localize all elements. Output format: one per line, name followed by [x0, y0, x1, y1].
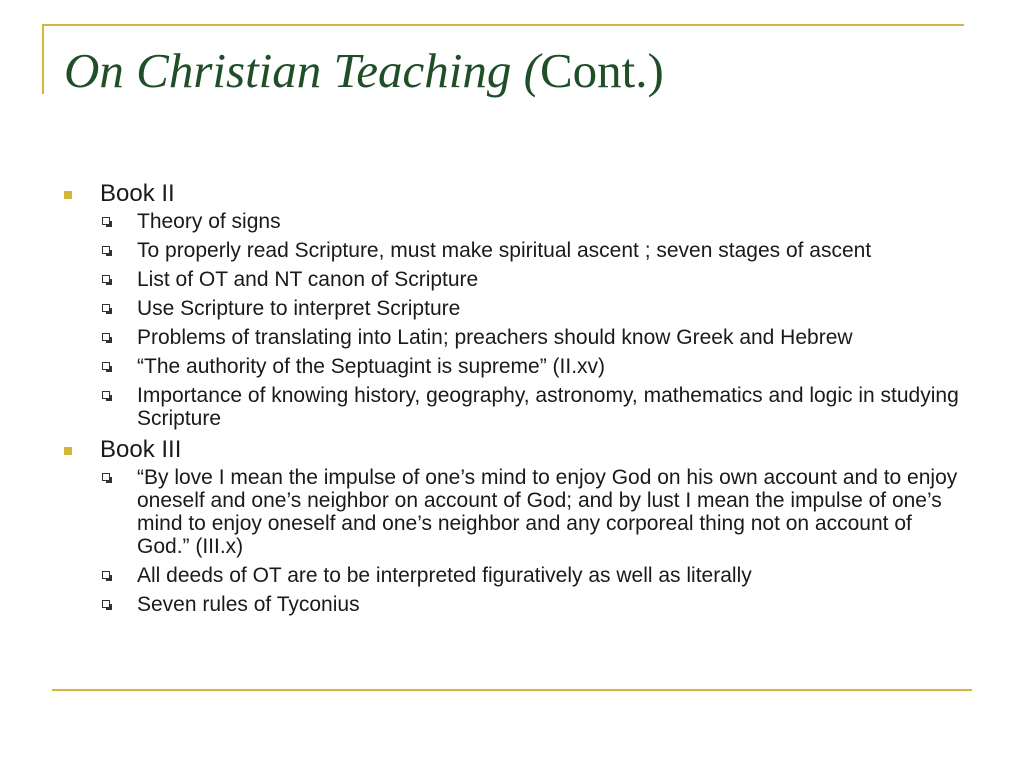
list-item-text: Use Scripture to interpret Scripture	[137, 297, 461, 320]
section-heading-text: Book II	[100, 180, 175, 207]
list-item	[58, 355, 967, 378]
list-item-text: To properly read Scripture, must make spiritual ascent ; seven stages of ascent	[137, 239, 872, 262]
square-bullet-icon	[64, 447, 72, 455]
title-italic-part: On Christian Teaching (	[64, 43, 540, 98]
bottom-rule	[52, 689, 972, 691]
hollow-square-bullet-icon	[102, 473, 110, 481]
hollow-square-bullet-icon	[102, 217, 110, 225]
list-item	[58, 384, 967, 430]
hollow-square-bullet-icon	[102, 391, 110, 399]
list-item	[58, 239, 967, 262]
hollow-square-bullet-icon	[102, 600, 110, 608]
hollow-square-bullet-icon	[102, 333, 110, 341]
list-item-text: “The authority of the Septuagint is supreme” (II.xv)	[137, 355, 606, 378]
list-item	[58, 326, 967, 349]
book-iii-list	[58, 466, 978, 616]
list-item-text: Seven rules of Tyconius	[137, 593, 360, 616]
list-item-text: List of OT and NT canon of Scripture	[137, 268, 479, 291]
list-item	[58, 297, 967, 320]
list-item	[58, 466, 967, 558]
title-plain-part: Cont.)	[539, 43, 664, 98]
list-item	[58, 593, 967, 616]
hollow-square-bullet-icon	[102, 304, 110, 312]
slide-title	[64, 44, 664, 98]
list-item	[58, 268, 967, 291]
list-item-text: Importance of knowing history, geography, astronomy, mathematics and logic in studying Scripture	[137, 384, 959, 430]
hollow-square-bullet-icon	[102, 362, 110, 370]
square-bullet-icon	[64, 191, 72, 199]
top-rule	[42, 24, 964, 26]
list-item	[58, 210, 967, 233]
book-ii-list	[58, 210, 978, 430]
slide-body	[58, 180, 978, 622]
section-heading-book-iii	[58, 436, 978, 464]
list-item-text: All deeds of OT are to be interpreted figuratively as well as literally	[137, 564, 752, 587]
hollow-square-bullet-icon	[102, 571, 110, 579]
hollow-square-bullet-icon	[102, 246, 110, 254]
section-heading-book-ii	[58, 180, 978, 208]
hollow-square-bullet-icon	[102, 275, 110, 283]
list-item	[58, 564, 967, 587]
list-item-text: Theory of signs	[137, 210, 281, 233]
section-heading-text: Book III	[100, 436, 182, 463]
list-item-text: “By love I mean the impulse of one’s mind to enjoy God on his own account and to enjoy oneself and one’s neighbor on account of God; and by lust I mean the impulse of one’s mind to enjoy oneself and one’s neighbor and any corporeal thing not on account of God.” (III.x)	[137, 466, 958, 558]
left-rule	[42, 24, 44, 94]
list-item-text: Problems of translating into Latin; preachers should know Greek and Hebrew	[137, 326, 853, 349]
